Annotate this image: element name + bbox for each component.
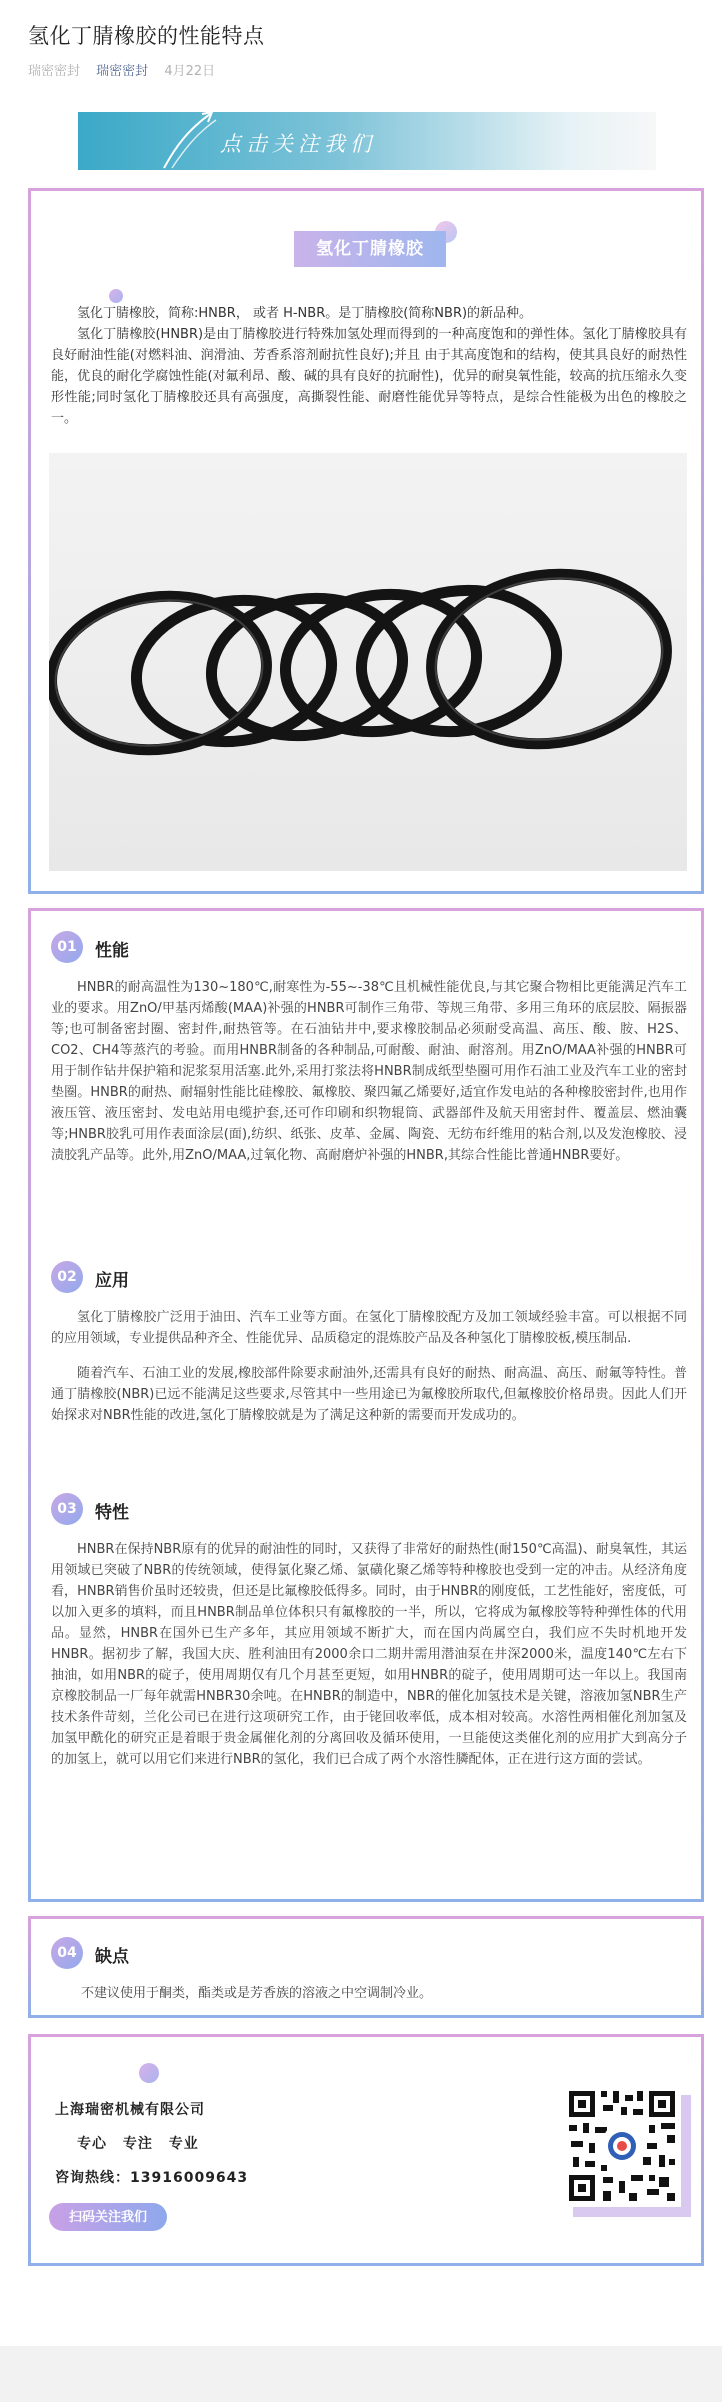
company-hotline: 咨询热线：13916009643 xyxy=(55,2170,249,2186)
section-header xyxy=(51,1493,687,1525)
company-motto: 专心 专注 专业 xyxy=(77,2136,199,2152)
section-number: 01 xyxy=(51,931,83,963)
decor-dot xyxy=(139,2063,159,2083)
intro-paragraph: 氢化丁腈橡胶(HNBR)是由丁腈橡胶进行特殊加氢处理而得到的一种高度饱和的弹性体。氢化丁腈橡胶具有良好耐油性能(对燃料油、润滑油、芳香系溶剂耐抗性良好);并且 由于其高度饱和的结构，使其具良好的耐热性能，优良的耐化学腐蚀性能(对氟利昂、酸、碱的具有良好的抗耐性)，优异的耐臭氧性能，较高的抗压缩永久变形性能;同时氢化丁腈橡胶还具有高强度，高撕裂性能、耐磨性能优异等特点，是综合性能极为出色的橡胶之一。 xyxy=(51,327,687,426)
qr-code[interactable] xyxy=(563,2085,681,2207)
hnbr-badge: 氢化丁腈橡胶 xyxy=(294,231,446,267)
article-title: 氢化丁腈橡胶的性能特点 xyxy=(28,24,265,48)
decor-dot-small xyxy=(109,289,123,303)
section-header xyxy=(51,1261,687,1293)
scan-follow-button[interactable]: 扫码关注我们 xyxy=(49,2203,167,2231)
section-performance xyxy=(51,931,687,1180)
section-title: 缺点 xyxy=(95,1947,129,1967)
banner-text: 点击关注我们 xyxy=(220,132,376,156)
section-paragraph: 不建议使用于酮类，酯类或是芳香族的溶液之中空调制冷业。 xyxy=(81,1986,433,2001)
o-rings-image xyxy=(49,453,687,871)
section-paragraph: HNBR的耐高温性为130~180℃,耐寒性为-55~-38℃且机械性能优良,与其它聚合物相比更能满足汽车工业的要求。用ZnO/甲基丙烯酸(MAA)补强的HNBR可制作三角带、等规三角带、多用三角环的底层胶、隔振器等;也可制备密封圈、密封件,耐热管等。在石油钻井中,要求橡胶制品必须耐受高温、高压、酸、胺、H2S、CO2、CH4等蒸汽的考验。而用HNBR制备的各种制品,可耐酸、耐油、耐溶剂。用ZnO/MAA补强的HNBR可用于制作钻井保护箱和泥浆泵用活塞.此外,采用打浆法将HNBR制成纸型垫圈可用作石油工业及汽车工业的密封垫圈。HNBR的耐热、耐辐射性能比硅橡胶、氟橡胶、聚四氟乙烯要好,适宜作发电站的各种橡胶密封件,也用作液压管、液压密封、发电站用电缆护套,还可作印刷和织物辊筒、武器部件及航天用密封件、覆盖层、燃油囊等;HNBR胶乳可用作表面涂层(面),纺织、纸张、皮革、金属、陶瓷、无纺布纤维用的粘合剂,以及发泡橡胶、浸渍胶乳产品等。此外,用ZnO/MAA,过氧化物、高耐磨炉补强的HNBR,其综合性能比普通HNBR要好。 xyxy=(51,980,687,1163)
section-header xyxy=(51,1937,687,1969)
publish-date: 4月22日 xyxy=(164,64,216,79)
intro-card xyxy=(28,188,704,894)
follow-banner[interactable] xyxy=(78,112,656,170)
section-drawback xyxy=(51,1937,687,2018)
section-title: 特性 xyxy=(95,1503,129,1523)
drawback-card xyxy=(28,1916,704,2018)
company-name: 上海瑞密机械有限公司 xyxy=(55,2102,205,2118)
qr-code-icon xyxy=(563,2085,681,2207)
section-number: 04 xyxy=(51,1937,83,1969)
section-paragraph: HNBR在保持NBR原有的优异的耐油性的同时，又获得了非常好的耐热性(耐150℃高温)、耐臭氧性，其运用领域已突破了NBR的传统领域，使得氯化聚乙烯、氯磺化聚乙烯等特种橡胶也受到一定的冲击。从经济角度看，HNBR销售价虽时还较贵，但还是比氟橡胶低得多。同时，由于HNBR的刚度低，工艺性能好，密度低，可以加入更多的填料，而且HNBR制品单位体积只有氟橡胶的一半，所以，它将成为氟橡胶等特种弹性体的代用品。显然，HNBR在国外已生产多年，其应用领域不断扩大，而在国内尚属空白，我们应不失时机地开发HNBR。据初步了解，我国大庆、胜利油田有2000余口二期井需用潜油泵在井深2000米，温度140℃左右下抽油，如用NBR的碇子，使用周期仅有几个月甚至更短，如用HNBR的碇子，使用周期可达一年以上。我国南京橡胶制品一厂每年就需HNBR30余吨。在HNBR的制造中，NBR的催化加氢技术是关键，溶液加氢NBR生产技术条件苛刻，兰化公司已在进行这项研究工作，由于铑回收率低，成本相对较高。水溶性两相催化剂加氢及加氢甲酰化的研究正是着眼于贵金属催化剂的分离回收及循环使用，一旦能使这类催化剂的应用扩大到高分子的加氢上，就可以用它们来进行NBR的氢化，我们已合成了两个水溶性膦配体，正在进行这方面的尝试。 xyxy=(51,1542,687,1767)
section-paragraph: 氢化丁腈橡胶广泛用于油田、汽车工业等方面。在氢化丁腈橡胶配方及加工领域经验丰富。可以根据不同的应用领域，专业提供品种齐全、性能优异、品质稳定的混炼胶产品及各种氢化丁腈橡胶板,模压制品. xyxy=(51,1310,687,1346)
section-title: 应用 xyxy=(95,1271,129,1291)
o-ring-photo xyxy=(49,453,687,871)
page-footer xyxy=(0,2346,722,2402)
section-body xyxy=(51,1983,687,2004)
company-card xyxy=(28,2034,704,2266)
section-characteristics xyxy=(51,1493,687,1784)
section-header xyxy=(51,931,687,963)
section-body xyxy=(51,977,687,1166)
section-body xyxy=(51,1539,687,1770)
arrow-icon xyxy=(158,106,228,172)
section-title: 性能 xyxy=(95,941,129,961)
section-paragraph: 随着汽车、石油工业的发展,橡胶部件除要求耐油外,还需具有良好的耐热、耐高温、高压、耐氟等特性。普通丁腈橡胶(NBR)已远不能满足这些要求,尽管其中一些用途已为氟橡胶所取代,但氟橡胶价格昂贵。因此人们开始探求对NBR性能的改进,氢化丁腈橡胶就是为了满足这种新的需要而开发成功的。 xyxy=(51,1366,687,1423)
section-application xyxy=(51,1261,687,1440)
intro-paragraph: 氢化丁腈橡胶，简称:HNBR， 或者 H-NBR。是丁腈橡胶(简称NBR)的新品种。 xyxy=(77,306,533,321)
intro-text xyxy=(51,303,687,429)
article-meta xyxy=(28,60,227,79)
account-name-link[interactable]: 瑞密密封 xyxy=(96,64,149,79)
article-source: 瑞密密封 xyxy=(28,64,81,79)
details-card xyxy=(28,908,704,1902)
section-number: 03 xyxy=(51,1493,83,1525)
section-body xyxy=(51,1307,687,1426)
section-number: 02 xyxy=(51,1261,83,1293)
